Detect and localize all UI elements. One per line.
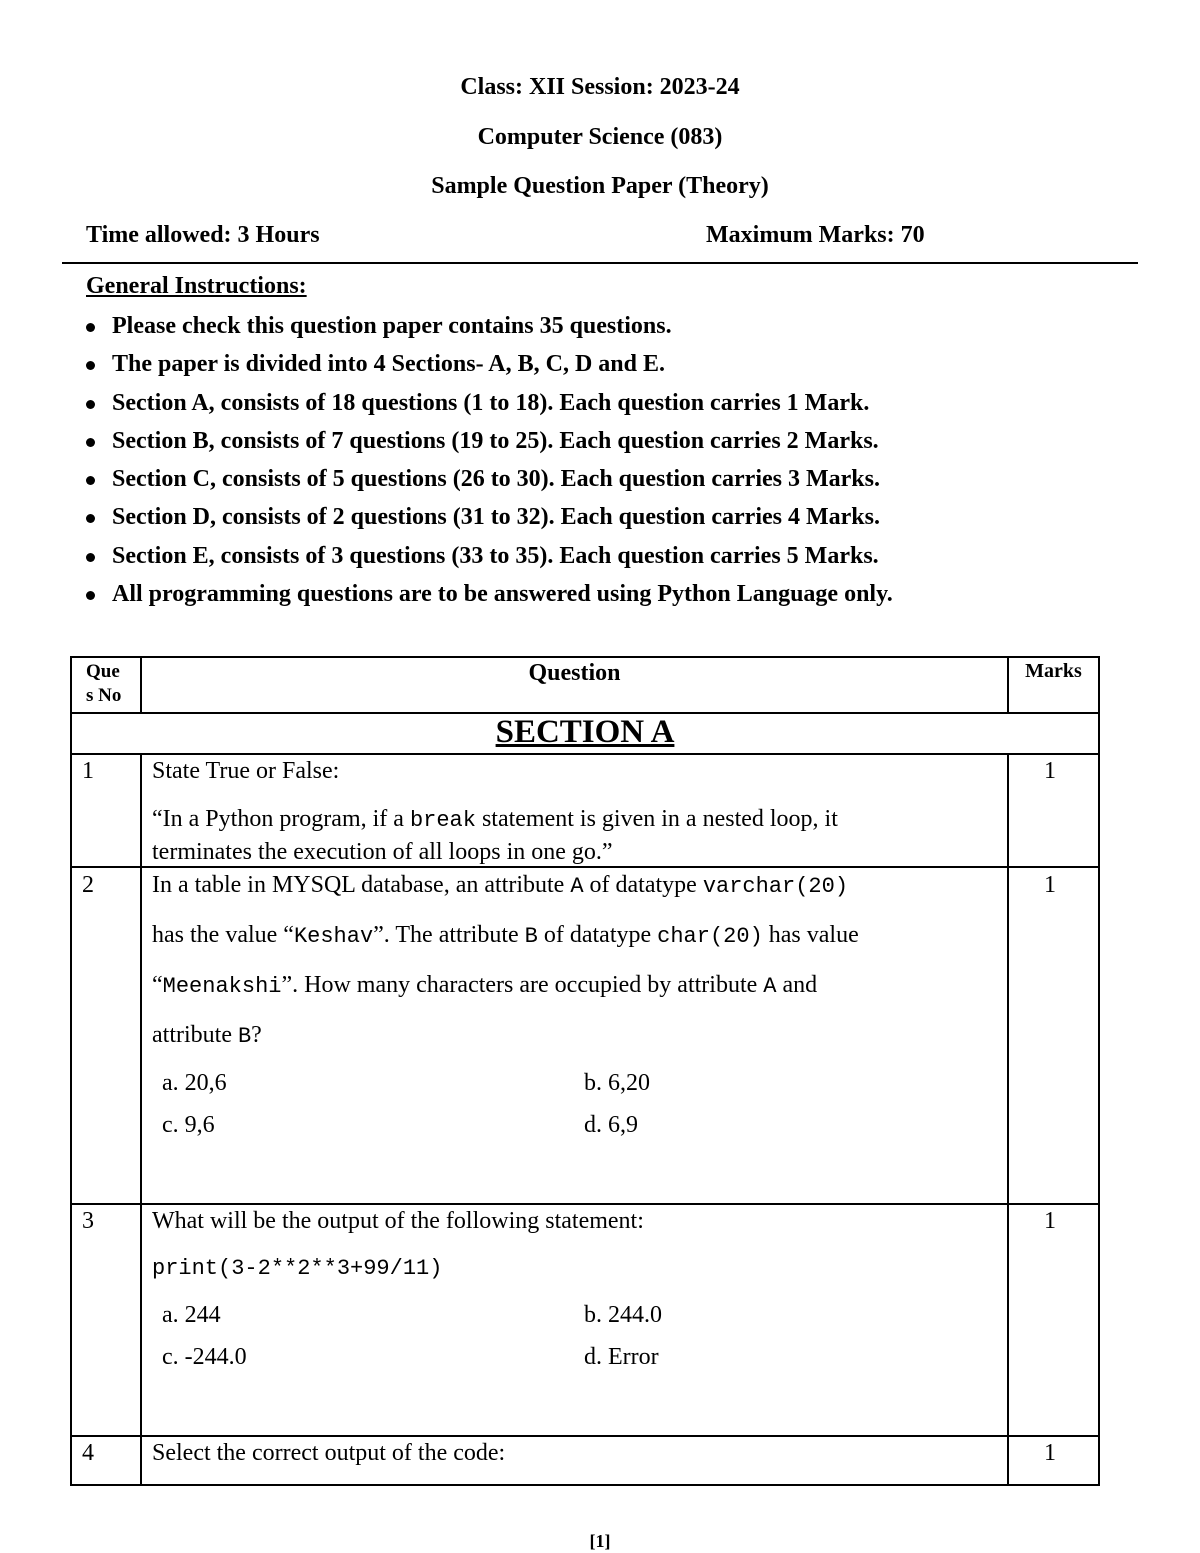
question-text: In a table in MYSQL database, an attribute A of datatype varchar(20): [152, 872, 849, 899]
section-title: SECTION A: [495, 714, 675, 750]
question-number: 4: [82, 1440, 94, 1466]
question-text: “Meenakshi”. How many characters are occupied by attribute A and: [152, 972, 818, 999]
paper-title: Sample Question Paper (Theory): [431, 173, 769, 199]
option-a: a. 244: [162, 1302, 221, 1328]
general-instructions-title: General Instructions:: [86, 273, 307, 299]
section-divider: [70, 753, 1100, 755]
marks-header: Marks: [1025, 660, 1082, 682]
header-divider: [62, 262, 1138, 264]
maximum-marks: Maximum Marks: 70: [706, 222, 925, 248]
option-c: c. -244.0: [162, 1344, 247, 1370]
bullet-icon: [86, 514, 95, 523]
page-number: [1]: [589, 1531, 611, 1551]
question-marks: 1: [1044, 872, 1056, 898]
question-number: 2: [82, 872, 94, 898]
qno-header: Que s No: [86, 661, 122, 706]
instruction-item: Section E, consists of 3 questions (33 to 35). Each question carries 5 Marks.: [86, 540, 1146, 578]
option-a: a. 20,6: [162, 1070, 227, 1096]
option-d: d. 6,9: [584, 1112, 638, 1138]
bullet-icon: [86, 591, 95, 600]
column-divider: [140, 753, 142, 1486]
option-c: c. 9,6: [162, 1112, 215, 1138]
question-header: Question: [528, 660, 621, 686]
bullet-icon: [86, 476, 95, 485]
instruction-item: The paper is divided into 4 Sections- A, B, C, D and E.: [86, 348, 1146, 386]
instruction-item: All programming questions are to be answered using Python Language only.: [86, 578, 1146, 616]
bullet-icon: [86, 438, 95, 447]
instruction-item: Section A, consists of 18 questions (1 to 18). Each question carries 1 Mark.: [86, 387, 1146, 425]
bullet-icon: [86, 400, 95, 409]
row-divider: [70, 1435, 1100, 1437]
option-b: b. 6,20: [584, 1070, 650, 1096]
question-text: has the value “Keshav”. The attribute B of datatype char(20) has value: [152, 922, 859, 949]
instruction-item: Section D, consists of 2 questions (31 to 32). Each question carries 4 Marks.: [86, 501, 1146, 539]
subject-heading: Computer Science (083): [477, 124, 723, 150]
question-number: 3: [82, 1208, 94, 1234]
code-snippet: print(3-2**2**3+99/11): [152, 1256, 443, 1281]
option-d: d. Error: [584, 1344, 659, 1370]
row-divider: [70, 866, 1100, 868]
instructions-list: [86, 310, 1146, 616]
instruction-item: Please check this question paper contains 35 questions.: [86, 310, 1146, 348]
table-border-bottom: [70, 1484, 1100, 1486]
table-border-right: [1098, 656, 1100, 1486]
option-b: b. 244.0: [584, 1302, 662, 1328]
instruction-item: Section C, consists of 5 questions (26 to 30). Each question carries 3 Marks.: [86, 463, 1146, 501]
row-divider: [70, 1203, 1100, 1205]
class-session-heading: Class: XII Session: 2023-24: [460, 74, 740, 100]
question-text: What will be the output of the following statement:: [152, 1208, 644, 1234]
question-text: terminates the execution of all loops in one go.”: [152, 839, 613, 865]
question-text: attribute B?: [152, 1022, 262, 1049]
column-divider: [1007, 753, 1009, 1486]
question-number: 1: [82, 758, 94, 784]
question-text: State True or False:: [152, 758, 340, 784]
question-marks: 1: [1044, 1208, 1056, 1234]
bullet-icon: [86, 553, 95, 562]
time-allowed: Time allowed: 3 Hours: [86, 222, 320, 248]
bullet-icon: [86, 361, 95, 370]
question-marks: 1: [1044, 758, 1056, 784]
bullet-icon: [86, 323, 95, 332]
question-text: Select the correct output of the code:: [152, 1440, 506, 1466]
table-border-top: [70, 656, 1100, 658]
table-border-left: [70, 656, 72, 1486]
question-marks: 1: [1044, 1440, 1056, 1466]
instruction-item: Section B, consists of 7 questions (19 to 25). Each question carries 2 Marks.: [86, 425, 1146, 463]
question-text: “In a Python program, if a break statement is given in a nested loop, it: [152, 806, 838, 833]
